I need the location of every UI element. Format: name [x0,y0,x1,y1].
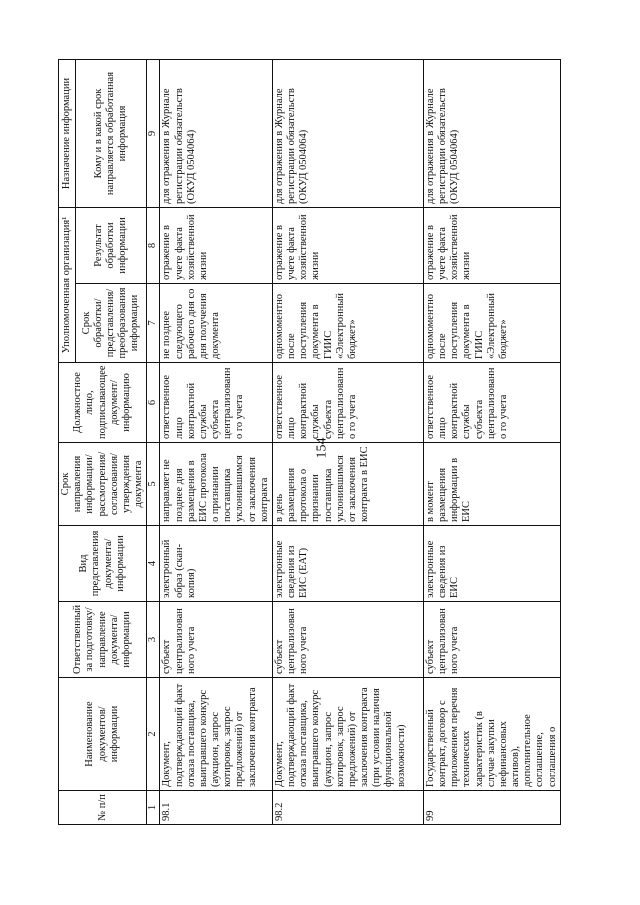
processing-term-cell: не позднее следующего рабочего дня со дня получения документа [160,284,273,363]
table-row [160,60,273,825]
header-recipient: Кому и в какой срок направляется обработанная информация [75,60,146,208]
col-number: 7 [147,284,160,363]
header-doc-name: Наименование документов/ информации [59,678,147,791]
page-number: 154 [314,437,330,459]
col-number: 2 [147,678,160,791]
term-cell: в день размещения протокола о признании поставщика уклонившимся от заключения контракта в ЕИС [272,443,423,526]
destination-cell: для отражения в Журнале регистрации обязательств (ОКУД 0504064) [160,60,273,208]
col-number: 4 [147,526,160,602]
form-cell: электронные сведения из ЕИС (ЕАТ) [272,526,423,602]
responsible-cell: субъект централизован ного учета [423,602,560,678]
doc-name-cell: Государственный контракт, договор с приложением перечня технических характеристик (в случае закупки нефинансовых активов), дополнительное соглашение, соглашения о [423,678,560,791]
official-cell: ответственное лицо контрактной службы субъекта централизованно го учета [272,363,423,443]
responsible-cell: субъект централизован ного учета [160,602,273,678]
header-destination: Назначение информации [59,60,76,208]
header-row-1 [59,60,76,825]
row-number: 98.2 [272,791,423,825]
col-number: 6 [147,363,160,443]
result-cell: отражение в учете факта хозяйственной жизни [160,208,273,284]
form-cell: электронные сведения из ЕИС [423,526,560,602]
header-result: Результат обработки информации [75,208,146,284]
column-number-row [147,60,160,825]
rotated-table-container [58,60,562,825]
responsible-cell: субъект централизован ного учета [272,602,423,678]
official-cell: ответственное лицо контрактной службы субъекта централизованно го учета [160,363,273,443]
result-cell: отражение в учете факта хозяйственной жизни [272,208,423,284]
header-authorized-org: Уполномоченная организация¹ [59,208,76,363]
doc-name-cell: Документ, подтверждающий факт отказа поставщика, выигравшего конкурс (аукцион, запрос котировок, запрос предложений) от заключения контракта (при условии наличия функциональной возможности) [272,678,423,791]
table-row [423,60,560,825]
term-cell: направляет не позднее дня размещения в ЕИС протокола о признании поставщика уклонившимся от заключения контракта [160,443,273,526]
header-num: № п/п [59,791,147,825]
destination-cell: для отражения в Журнале регистрации обязательств (ОКУД 0504064) [423,60,560,208]
result-cell: отражение в учете факта хозяйственной жизни [423,208,560,284]
form-cell: электронный образ (скан-копия) [160,526,273,602]
destination-cell: для отражения в Журнале регистрации обязательств (ОКУД 0504064) [272,60,423,208]
table-row [272,60,423,825]
processing-term-cell: одномоментно после поступления документа в ГИИС «Электронный бюджет» [272,284,423,363]
col-number: 8 [147,208,160,284]
col-number: 5 [147,443,160,526]
doc-name-cell: Документ, подтверждающий факт отказа поставщика, выигравшего конкурс (аукцион, запрос котировок, запрос предложений) от заключения контракта [160,678,273,791]
col-number: 9 [147,60,160,208]
term-cell: в момент размещения информации в ЕИС [423,443,560,526]
col-number: 3 [147,602,160,678]
header-responsible: Ответственный за подготовку/ направление документа/ информации [59,602,147,678]
registry-table [58,59,561,825]
header-term: Срок направления информации/ рассмотрения/ согласования/ утверждения документа [59,443,147,526]
header-processing-term: Срок обработки/ представления/ преобразования информации [75,284,146,363]
row-number: 99 [423,791,560,825]
header-official: Должностное лицо, подписывающее документ/ информацию [59,363,147,443]
col-number: 1 [147,791,160,825]
official-cell: ответственное лицо контрактной службы субъекта централизованно го учета [423,363,560,443]
row-number: 98.1 [160,791,273,825]
processing-term-cell: одномоментно после поступления документа в ГИИС «Электронный бюджет» [423,284,560,363]
header-form: Вид представления документа/ информации [59,526,147,602]
